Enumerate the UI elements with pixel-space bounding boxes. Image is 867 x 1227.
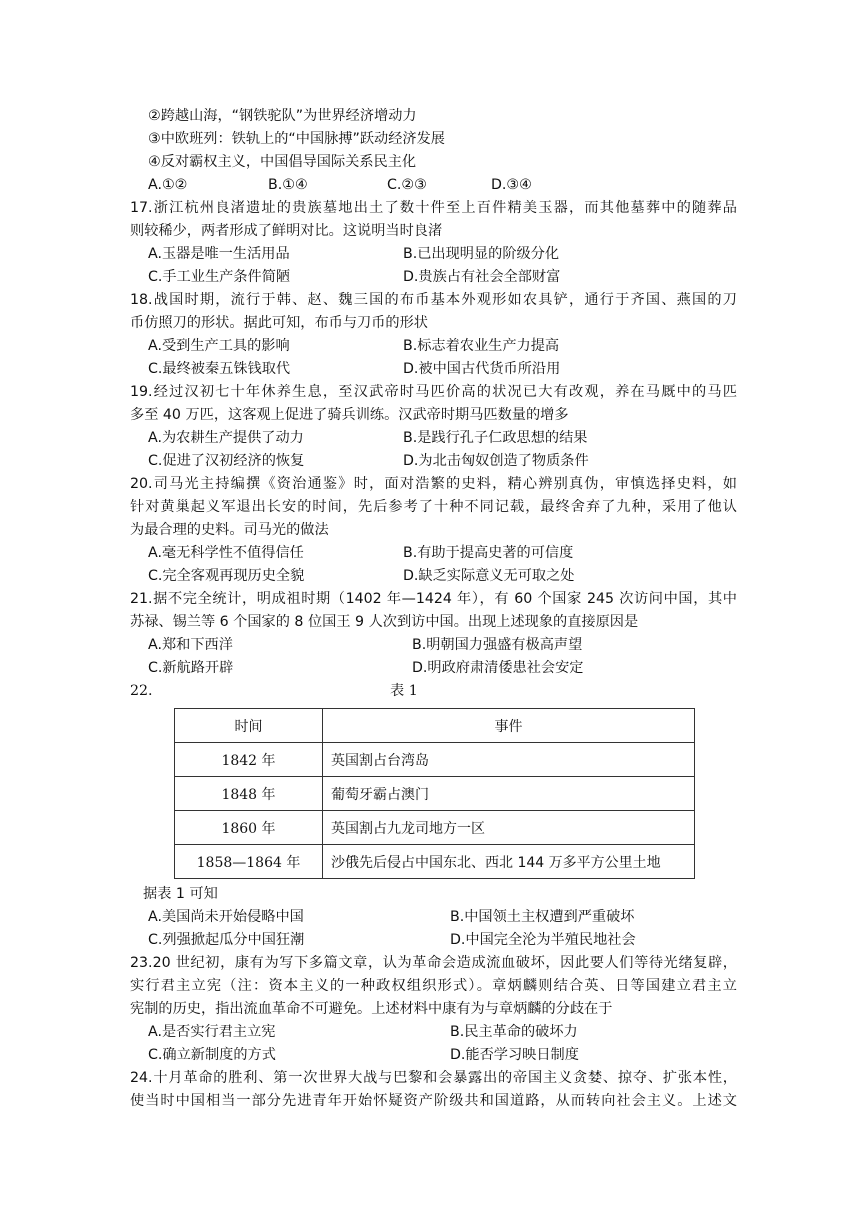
q16-item-2: ②跨越山海，“钢铁驼队”为世界经济增动力 <box>148 108 417 124</box>
q16-option-c: C.②③ <box>387 177 427 193</box>
table-cell-time: 1848 年 <box>175 777 323 811</box>
q22-option-b: B.中国领土主权遭到严重破坏 <box>450 909 635 925</box>
q19-option-a: A.为农耕生产提供了动力 <box>148 430 304 446</box>
q18-option-d: D.被中国古代货币所沿用 <box>403 361 561 377</box>
q17-option-d: D.贵族占有社会全部财富 <box>403 269 561 285</box>
q23-option-b: B.民主革命的破坏力 <box>450 1024 578 1040</box>
q19-option-c: C.促进了汉初经济的恢复 <box>148 453 305 469</box>
table-row <box>175 811 695 845</box>
q17-stem-line2: 则较稀少，两者形成了鲜明对比。这说明当时良渚 <box>130 223 443 239</box>
table-cell-event: 葡萄牙霸占澳门 <box>323 777 695 811</box>
q22-option-d: D.中国完全沦为半殖民地社会 <box>450 932 636 948</box>
q23-stem-line2: 实行君主立宪（注：资本主义的一种政权组织形式）。章炳麟则结合英、日等国建立君主立 <box>130 978 737 994</box>
q19-stem-line2: 多至 40 万匹，这客观上促进了骑兵训练。汉武帝时期马匹数量的增多 <box>130 407 569 423</box>
q20-option-d: D.缺乏实际意义无可取之处 <box>403 568 575 584</box>
q18-stem-line1: 18.战国时期，流行于韩、赵、魏三国的布币基本外观形如农具铲，通行于齐国、燕国的刀 <box>130 292 737 308</box>
q22-number: 22. <box>130 683 153 699</box>
q21-stem-line2: 苏禄、锡兰等 6 个国家的 8 位国王 9 人次到访中国。出现上述现象的直接原因是 <box>130 614 639 630</box>
q16-option-a: A.①② <box>148 177 188 193</box>
q18-option-a: A.受到生产工具的影响 <box>148 338 290 354</box>
q21-stem-line1: 21.据不完全统计，明成祖时期（1402 年—1424 年），有 60 个国家 245 次访问中国，其中 <box>130 591 737 607</box>
q17-option-b: B.已出现明显的阶级分化 <box>403 246 560 262</box>
q20-option-a: A.毫无科学性不值得信任 <box>148 545 304 561</box>
q20-option-c: C.完全客观再现历史全貌 <box>148 568 305 584</box>
q21-option-a: A.郑和下西洋 <box>148 637 233 653</box>
q24-stem-line2: 使当时中国相当一部分先进青年开始怀疑资产阶级共和国道路，从而转向社会主义。上述文 <box>130 1093 737 1109</box>
q16-item-3: ③中欧班列：铁轨上的“中国脉搏”跃动经济发展 <box>148 131 445 147</box>
q17-stem-line1: 17.浙江杭州良渚遗址的贵族墓地出土了数十件至上百件精美玉器，而其他墓葬中的随葬品 <box>130 200 737 216</box>
q16-option-d: D.③④ <box>491 177 532 193</box>
q18-option-c: C.最终被秦五铢钱取代 <box>148 361 291 377</box>
q20-stem-line2: 针对黄巢起义军退出长安的时间，先后参考了十种不同记载，最终舍弃了九种，采用了他认 <box>130 499 737 515</box>
q22-lead: 据表 1 可知 <box>143 886 218 902</box>
q23-option-d: D.能否学习映日制度 <box>450 1047 579 1063</box>
q18-option-b: B.标志着农业生产力提高 <box>403 338 560 354</box>
q20-stem-line1: 20.司马光主持编撰《资治通鉴》时，面对浩繁的史料，精心辨别真伪，审慎选择史料，如 <box>130 476 737 492</box>
q16-option-b: B.①④ <box>268 177 308 193</box>
q20-stem-line3: 为最合理的史料。司马光的做法 <box>130 522 329 538</box>
q24-stem-line1: 24.十月革命的胜利、第一次世界大战与巴黎和会暴露出的帝国主义贪婪、掠夺、扩张本性， <box>130 1070 737 1086</box>
q23-stem-line3: 宪制的历史，指出流血革命不可避免。上述材料中康有为与章炳麟的分歧在于 <box>130 1001 613 1017</box>
q23-option-a: A.是否实行君主立宪 <box>148 1024 276 1040</box>
table-header-time: 时间 <box>175 709 323 743</box>
q17-option-c: C.手工业生产条件简陋 <box>148 269 291 285</box>
q20-option-b: B.有助于提高史著的可信度 <box>403 545 574 561</box>
table-cell-time: 1842 年 <box>175 743 323 777</box>
table-cell-time: 1858—1864 年 <box>175 845 323 879</box>
q22-option-c: C.列强掀起瓜分中国狂潮 <box>148 932 305 948</box>
table-cell-time: 1860 年 <box>175 811 323 845</box>
q19-stem-line1: 19.经过汉初七十年休养生息，至汉武帝时马匹价高的状况已大有改观，养在马厩中的马匹 <box>130 384 737 400</box>
table-title: 表 1 <box>390 683 418 699</box>
q19-option-b: B.是践行孔子仁政思想的结果 <box>403 430 588 446</box>
table-row <box>175 845 695 879</box>
q21-option-c: C.新航路开辟 <box>148 660 234 676</box>
q16-item-4: ④反对霸权主义，中国倡导国际关系民主化 <box>148 154 417 170</box>
table-cell-event: 英国割占九龙司地方一区 <box>323 811 695 845</box>
table-cell-event: 英国割占台湾岛 <box>323 743 695 777</box>
q17-option-a: A.玉器是唯一生活用品 <box>148 246 290 262</box>
q19-option-d: D.为北击匈奴创造了物质条件 <box>403 453 589 469</box>
q23-stem-line1: 23.20 世纪初，康有为写下多篇文章，认为革命会造成流血破坏，因此要人们等待光绪复辟， <box>130 955 737 971</box>
q21-option-d: D.明政府肃清倭患社会安定 <box>412 660 584 676</box>
table-header-event: 事件 <box>323 709 695 743</box>
q22-option-a: A.美国尚未开始侵略中国 <box>148 909 304 925</box>
history-event-table <box>174 708 695 879</box>
q21-option-b: B.明朝国力强盛有极高声望 <box>412 637 583 653</box>
table-header-row <box>175 709 695 743</box>
table-row <box>175 743 695 777</box>
q23-option-c: C.确立新制度的方式 <box>148 1047 276 1063</box>
q18-stem-line2: 币仿照刀的形状。据此可知，布币与刀币的形状 <box>130 315 428 331</box>
table-cell-event: 沙俄先后侵占中国东北、西北 144 万多平方公里土地 <box>323 845 695 879</box>
table-row <box>175 777 695 811</box>
